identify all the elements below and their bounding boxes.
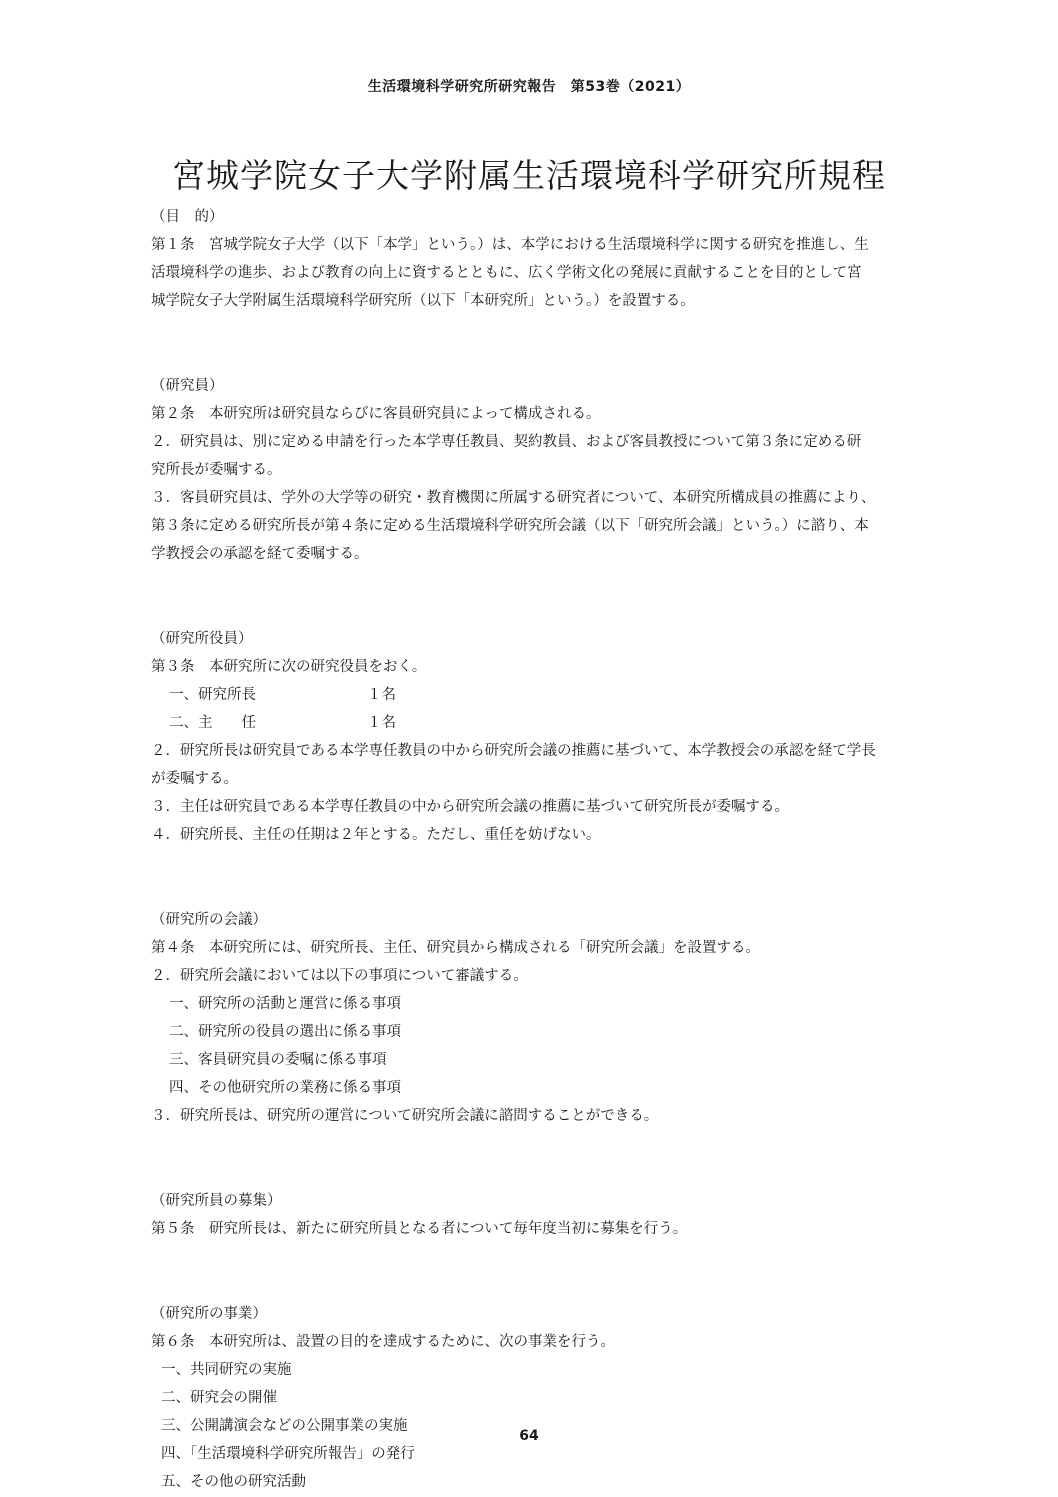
paragraph-line: 第３条 本研究所に次の研究役員をおく。 xyxy=(151,659,427,675)
role-count: １名 xyxy=(367,687,396,703)
section-heading-purpose: （目 的） xyxy=(151,209,224,225)
list-item: 一、研究所の活動と運営に係る事項 xyxy=(169,996,401,1012)
role-name: 二、主 任 xyxy=(169,715,256,731)
page-number: 64 xyxy=(519,1428,539,1444)
paragraph-line: 第５条 研究所長は、新たに研究所員となる者について毎年度当初に募集を行う。 xyxy=(151,1221,688,1237)
paragraph-line: 究所長が委嘱する。 xyxy=(151,462,282,478)
paragraph-line: ３．客員研究員は、学外の大学等の研究・教育機関に所属する研究者について、本研究所構成員の推薦により、 xyxy=(151,490,876,506)
role-name: 一、研究所長 xyxy=(169,687,256,703)
document-body xyxy=(151,203,911,1496)
role-count: １名 xyxy=(367,715,396,731)
section-gap xyxy=(151,849,911,906)
section-heading-meeting: （研究所の会議） xyxy=(151,912,267,928)
role-row xyxy=(151,681,911,709)
paragraph-line: 第２条 本研究所は研究員ならびに客員研究員によって構成される。 xyxy=(151,406,601,422)
paragraph-line: ２．研究所長は研究員である本学専任教員の中から研究所会議の推薦に基づいて、本学教授会の承認を経て学長 xyxy=(151,743,876,759)
paragraph-line: ３．主任は研究員である本学専任教員の中から研究所会議の推薦に基づいて研究所長が委嘱する。 xyxy=(151,799,789,815)
list-item: 二、研究所の役員の選出に係る事項 xyxy=(169,1024,401,1040)
section-heading-researchers: （研究員） xyxy=(151,378,224,394)
section-heading-projects: （研究所の事業） xyxy=(151,1306,267,1322)
section-gap xyxy=(151,1243,911,1300)
paragraph-line: 学教授会の承認を経て委嘱する。 xyxy=(151,546,369,562)
section-gap xyxy=(151,315,911,372)
paragraph-line: ４．研究所長、主任の任期は２年とする。ただし、重任を妨げない。 xyxy=(151,827,601,843)
running-header: 生活環境科学研究所研究報告 第53巻（2021） xyxy=(367,79,691,95)
list-item: 三、公開講演会などの公開事業の実施 xyxy=(161,1418,408,1434)
paragraph-line: 第６条 本研究所は、設置の目的を達成するために、次の事業を行う。 xyxy=(151,1334,615,1350)
paragraph-line: 活環境科学の進歩、および教育の向上に資するとともに、広く学術文化の発展に貢献することを目的として宮 xyxy=(151,265,862,281)
list-item: 四、「生活環境科学研究所報告」の発行 xyxy=(161,1446,415,1462)
paragraph-line: 第３条に定める研究所長が第４条に定める生活環境科学研究所会議（以下「研究所会議」という。）に諮り、本 xyxy=(151,518,869,534)
paragraph-line: が委嘱する。 xyxy=(151,771,238,787)
paragraph-line: 城学院女子大学附属生活環境科学研究所（以下「本研究所」という。）を設置する。 xyxy=(151,293,695,309)
section-heading-officers: （研究所役員） xyxy=(151,631,253,647)
document-title: 宮城学院女子大学附属生活環境科学研究所規程 xyxy=(172,156,886,195)
section-gap xyxy=(151,568,911,625)
paragraph-line: 第１条 宮城学院女子大学（以下「本学」という。）は、本学における生活環境科学に関する研究を推進し、生 xyxy=(151,237,869,253)
section-heading-recruitment: （研究所員の募集） xyxy=(151,1193,282,1209)
paragraph-line: ２．研究所会議においては以下の事項について審議する。 xyxy=(151,968,528,984)
list-item: 二、研究会の開催 xyxy=(161,1390,277,1406)
list-item: 一、共同研究の実施 xyxy=(161,1362,292,1378)
paragraph-line: ３．研究所長は、研究所の運営について研究所会議に諮問することができる。 xyxy=(151,1108,659,1124)
list-item: 五、その他の研究活動 xyxy=(161,1474,306,1490)
section-gap xyxy=(151,1130,911,1187)
list-item: 四、その他研究所の業務に係る事項 xyxy=(169,1080,401,1096)
paragraph-line: 第４条 本研究所には、研究所長、主任、研究員から構成される「研究所会議」を設置する。 xyxy=(151,940,760,956)
paragraph-line: ２．研究員は、別に定める申請を行った本学専任教員、契約教員、および客員教授について第３条に定める研 xyxy=(151,434,862,450)
list-item: 三、客員研究員の委嘱に係る事項 xyxy=(169,1052,387,1068)
role-row xyxy=(151,709,911,737)
